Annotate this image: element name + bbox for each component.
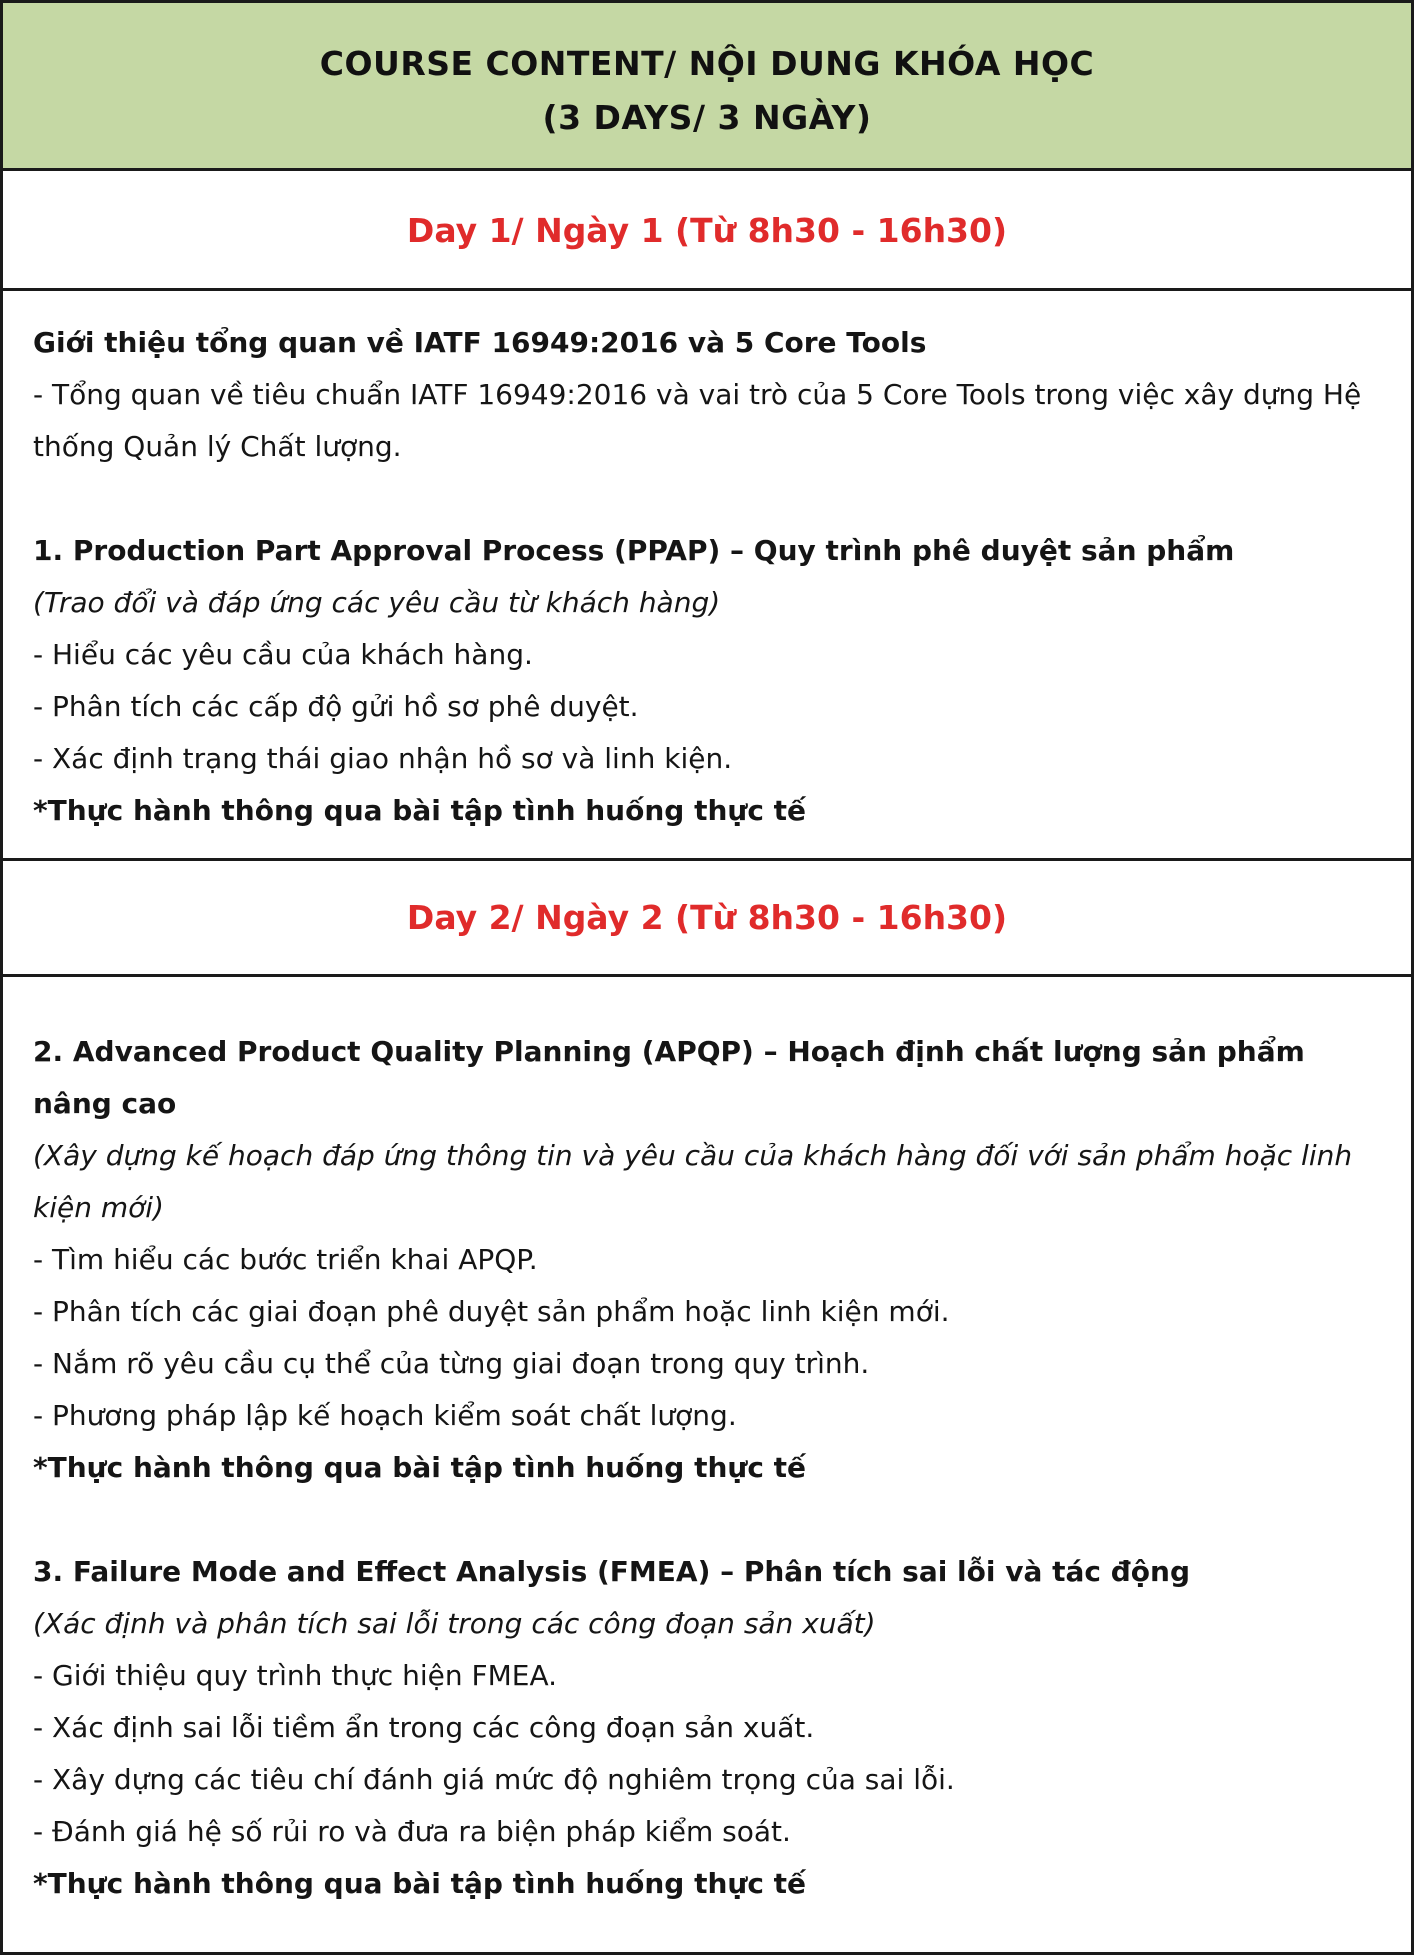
list-item: - Xác định sai lỗi tiềm ẩn trong các công đoạn sản xuất.: [33, 1711, 815, 1744]
section3-title: 3. Failure Mode and Effect Analysis (FMEA) – Phân tích sai lỗi và tác động: [33, 1555, 1191, 1588]
day2-content: [33, 1026, 1393, 1910]
list-item: - Tìm hiểu các bước triển khai APQP.: [33, 1243, 538, 1276]
day1-content: [33, 317, 1393, 837]
section1-title: 1. Production Part Approval Process (PPAP) – Quy trình phê duyệt sản phẩm: [33, 534, 1235, 567]
course-title: COURSE CONTENT/ NỘI DUNG KHÓA HỌC: [319, 44, 1095, 83]
list-item: - Phân tích các giai đoạn phê duyệt sản phẩm hoặc linh kiện mới.: [33, 1295, 950, 1328]
intro-title: Giới thiệu tổng quan về IATF 16949:2016 và 5 Core Tools: [33, 326, 927, 359]
section2-practice: *Thực hành thông qua bài tập tình huống thực tế: [33, 1451, 807, 1484]
list-item: - Hiểu các yêu cầu của khách hàng.: [33, 638, 533, 671]
section3-subtitle: (Xác định và phân tích sai lỗi trong các công đoạn sản xuất): [33, 1607, 876, 1640]
list-item: - Nắm rõ yêu cầu cụ thể của từng giai đoạn trong quy trình.: [33, 1347, 870, 1380]
course-header: [3, 3, 1411, 171]
section2-title: 2. Advanced Product Quality Planning (APQP) – Hoạch định chất lượng sản phẩm nâng cao: [33, 1035, 1305, 1120]
list-item: - Phân tích các cấp độ gửi hồ sơ phê duyệt.: [33, 690, 639, 723]
list-item: - Xác định trạng thái giao nhận hồ sơ và linh kiện.: [33, 742, 733, 775]
section3-practice: *Thực hành thông qua bài tập tình huống thực tế: [33, 1867, 807, 1900]
section1-practice: *Thực hành thông qua bài tập tình huống thực tế: [33, 794, 807, 827]
list-item: - Phương pháp lập kế hoạch kiểm soát chất lượng.: [33, 1399, 737, 1432]
intro-text: - Tổng quan về tiêu chuẩn IATF 16949:2016 và vai trò của 5 Core Tools trong việc xây dựng Hệ thống Quản lý Chất lượng.: [33, 378, 1362, 463]
list-item: - Giới thiệu quy trình thực hiện FMEA.: [33, 1659, 558, 1692]
spacer: [33, 1494, 1393, 1546]
day1-title: Day 1/ Ngày 1 (Từ 8h30 - 16h30): [3, 174, 1411, 291]
day2-title: Day 2/ Ngày 2 (Từ 8h30 - 16h30): [3, 861, 1411, 977]
list-item: - Đánh giá hệ số rủi ro và đưa ra biện pháp kiểm soát.: [33, 1815, 791, 1848]
spacer: [33, 473, 1393, 525]
list-item: - Xây dựng các tiêu chí đánh giá mức độ nghiêm trọng của sai lỗi.: [33, 1763, 955, 1796]
section1-subtitle: (Trao đổi và đáp ứng các yêu cầu từ khách hàng): [33, 586, 721, 619]
course-duration: (3 DAYS/ 3 NGÀY): [542, 98, 872, 137]
section2-subtitle: (Xây dựng kế hoạch đáp ứng thông tin và yêu cầu của khách hàng đối với sản phẩm hoặc linh kiện mới): [33, 1139, 1353, 1224]
